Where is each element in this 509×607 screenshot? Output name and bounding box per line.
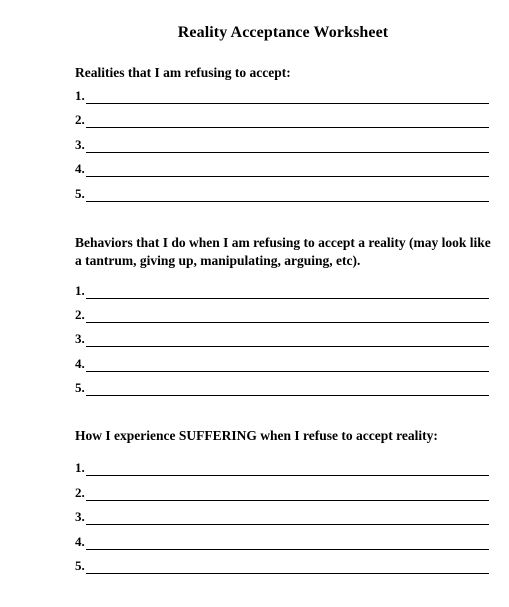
underline — [86, 500, 489, 501]
underline — [86, 152, 489, 153]
item-number: 4. — [75, 356, 85, 371]
answer-line[interactable] — [75, 509, 489, 525]
underline — [86, 103, 489, 104]
section-heading-suffering: How I experience SUFFERING when I refuse to accept reality: — [75, 428, 438, 443]
answer-line[interactable] — [75, 112, 489, 128]
item-number: 2. — [75, 485, 85, 500]
item-number: 3. — [75, 331, 85, 346]
item-number: 4. — [75, 161, 85, 176]
underline — [86, 322, 489, 323]
underline — [86, 201, 489, 202]
underline — [86, 127, 489, 128]
underline — [86, 524, 489, 525]
answer-line[interactable] — [75, 137, 489, 153]
underline — [86, 549, 489, 550]
answer-line[interactable] — [75, 460, 489, 476]
answer-line[interactable] — [75, 356, 489, 372]
answer-line[interactable] — [75, 380, 489, 396]
answer-line[interactable] — [75, 307, 489, 323]
item-number: 2. — [75, 112, 85, 127]
section-heading-behaviors: Behaviors that I do when I am refusing to accept a reality (may look like a tantrum, giving up, manipulating, arguing, etc). — [75, 235, 491, 268]
item-number: 5. — [75, 558, 85, 573]
answer-line[interactable] — [75, 88, 489, 104]
answer-line[interactable] — [75, 558, 489, 574]
item-number: 5. — [75, 380, 85, 395]
item-number: 1. — [75, 460, 85, 475]
item-number: 3. — [75, 137, 85, 152]
item-number: 4. — [75, 534, 85, 549]
underline — [86, 298, 489, 299]
item-number: 2. — [75, 307, 85, 322]
worksheet-title: Reality Acceptance Worksheet — [177, 24, 389, 41]
underline — [86, 475, 489, 476]
answer-line[interactable] — [75, 186, 489, 202]
underline — [86, 395, 489, 396]
answer-line[interactable] — [75, 331, 489, 347]
section-heading-realities: Realities that I am refusing to accept: — [75, 65, 291, 80]
answer-line[interactable] — [75, 161, 489, 177]
underline — [86, 371, 489, 372]
underline — [86, 346, 489, 347]
item-number: 1. — [75, 88, 85, 103]
answer-line[interactable] — [75, 283, 489, 299]
underline — [86, 573, 489, 574]
item-number: 5. — [75, 186, 85, 201]
answer-line[interactable] — [75, 485, 489, 501]
item-number: 3. — [75, 509, 85, 524]
item-number: 1. — [75, 283, 85, 298]
answer-line[interactable] — [75, 534, 489, 550]
underline — [86, 176, 489, 177]
